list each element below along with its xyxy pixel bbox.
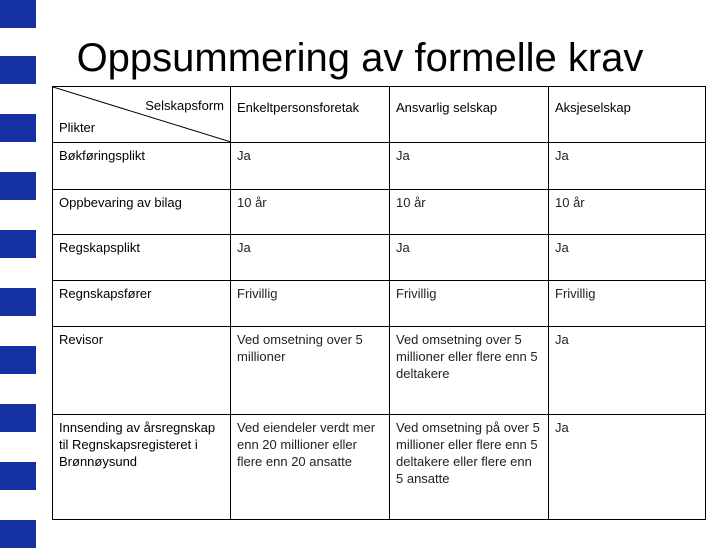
corner-top-label: Selskapsform <box>145 98 224 113</box>
sidebar-square <box>0 346 36 374</box>
table-cell: Ved eiendeler verdt mer enn 20 millioner eller flere enn 20 ansatte <box>231 415 390 520</box>
table-row <box>53 234 706 280</box>
table-row <box>53 143 706 190</box>
table-cell: Ja <box>549 143 706 190</box>
table-row <box>53 189 706 234</box>
table-row <box>53 327 706 415</box>
sidebar-square <box>0 462 36 490</box>
table-cell: Frivillig <box>390 280 549 327</box>
table-cell: Ved omsetning over 5 millioner <box>231 327 390 415</box>
sidebar-square <box>0 0 36 28</box>
requirements-table <box>52 86 706 520</box>
table-cell: Ja <box>231 234 390 280</box>
page-title: Oppsummering av formelle krav <box>76 36 644 80</box>
row-label: Regnskapsfører <box>53 280 231 327</box>
row-label: Innsending av årsregnskap til Regnskapsregisteret i Brønnøysund <box>53 415 231 520</box>
table-row <box>53 280 706 327</box>
sidebar-square <box>0 114 36 142</box>
table-cell: Ja <box>549 415 706 520</box>
table-cell: Ja <box>390 143 549 190</box>
sidebar-square <box>0 288 36 316</box>
row-label: Oppbevaring av bilag <box>53 189 231 234</box>
table-cell: Ja <box>549 234 706 280</box>
sidebar-square <box>0 172 36 200</box>
row-label: Regskapsplikt <box>53 234 231 280</box>
table-cell: 10 år <box>549 189 706 234</box>
table-cell: 10 år <box>390 189 549 234</box>
sidebar-square <box>0 404 36 432</box>
corner-bottom-label: Plikter <box>59 120 96 136</box>
column-header: Ansvarlig selskap <box>390 87 549 143</box>
table-cell: Ja <box>390 234 549 280</box>
table-row <box>53 415 706 520</box>
row-label: Bøkføringsplikt <box>53 143 231 190</box>
table-cell: Ved omsetning over 5 millioner eller flere enn 5 deltakere <box>390 327 549 415</box>
table-cell: 10 år <box>231 189 390 234</box>
row-label: Revisor <box>53 327 231 415</box>
table-cell: Frivillig <box>549 280 706 327</box>
table-cell: Ved omsetning på over 5 millioner eller flere enn 5 deltakere eller flere enn 5 ansatte <box>390 415 549 520</box>
column-header: Aksjeselskap <box>549 87 706 143</box>
sidebar-decoration <box>0 0 36 540</box>
sidebar-square <box>0 520 36 548</box>
table-cell: Ja <box>231 143 390 190</box>
column-header: Enkeltpersonsforetak <box>231 87 390 143</box>
sidebar-square <box>0 230 36 258</box>
table-cell: Frivillig <box>231 280 390 327</box>
table-cell: Ja <box>549 327 706 415</box>
corner-cell <box>53 87 231 143</box>
sidebar-square <box>0 56 36 84</box>
header-row <box>53 87 706 143</box>
